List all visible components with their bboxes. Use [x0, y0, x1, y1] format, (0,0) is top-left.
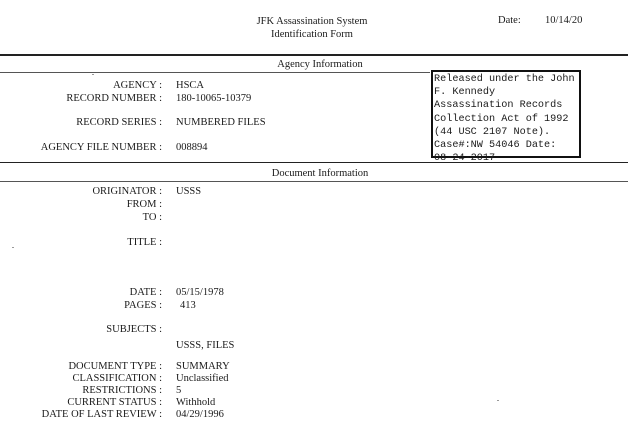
originator-value: USSS [176, 186, 202, 197]
record-series-value: NUMBERED FILES [176, 117, 266, 128]
last-review-label: DATE OF LAST REVIEW : [41, 409, 162, 420]
document-type-value: SUMMARY [176, 361, 230, 372]
agency-file-number-label: AGENCY FILE NUMBER : [40, 142, 162, 153]
scan-speck [497, 400, 499, 401]
date-value: 10/14/20 [545, 15, 583, 26]
classification-label: CLASSIFICATION : [72, 373, 162, 384]
record-series-label: RECORD SERIES : [76, 117, 162, 128]
stamp-line: Collection Act of 1992 [434, 113, 569, 125]
stamp-line: F. Kennedy [434, 87, 496, 99]
document-section-title: Document Information [271, 168, 369, 179]
system-title: JFK Assassination System [256, 16, 368, 27]
pages-value: 413 [180, 300, 196, 311]
stamp-line: 08-24-2017 [434, 153, 496, 165]
agency-title-rule [0, 72, 430, 73]
document-title-rule [0, 181, 628, 182]
doc-date-value: 05/15/1978 [176, 287, 224, 298]
last-review-value: 04/29/1996 [176, 409, 224, 420]
agency-section-title: Agency Information [277, 59, 363, 70]
current-status-value: Withhold [176, 397, 216, 408]
agency-value: HSCA [176, 80, 205, 91]
classification-value: Unclassified [176, 373, 229, 384]
document-type-label: DOCUMENT TYPE : [68, 361, 162, 372]
scan-speck [12, 247, 14, 248]
doc-date-label: DATE : [129, 287, 162, 298]
title-label: TITLE : [127, 237, 162, 248]
pages-label: PAGES : [124, 300, 162, 311]
stamp-line: (44 USC 2107 Note). [434, 126, 551, 138]
restrictions-label: RESTRICTIONS : [82, 385, 162, 396]
restrictions-value: 5 [176, 385, 182, 396]
scan-speck [92, 74, 94, 75]
originator-label: ORIGINATOR : [92, 186, 162, 197]
to-label: TO : [142, 212, 162, 223]
subjects-label: SUBJECTS : [106, 324, 162, 335]
stamp-line: Assassination Records [434, 100, 563, 112]
record-number-label: RECORD NUMBER : [66, 93, 162, 104]
agency-label: AGENCY : [113, 80, 162, 91]
record-number-value: 180-10065-10379 [176, 93, 252, 104]
form-title: Identification Form [271, 29, 353, 40]
current-status-label: CURRENT STATUS : [67, 397, 162, 408]
date-label: Date: [498, 15, 521, 26]
header-rule [0, 54, 628, 56]
stamp-line: Released under the John [434, 74, 575, 85]
agency-file-number-value: 008894 [176, 142, 208, 153]
from-label: FROM : [126, 199, 162, 210]
subjects-value: USSS, FILES [176, 340, 235, 351]
stamp-line: Case#:NW 54046 Date: [434, 140, 557, 152]
release-stamp [431, 70, 581, 165]
